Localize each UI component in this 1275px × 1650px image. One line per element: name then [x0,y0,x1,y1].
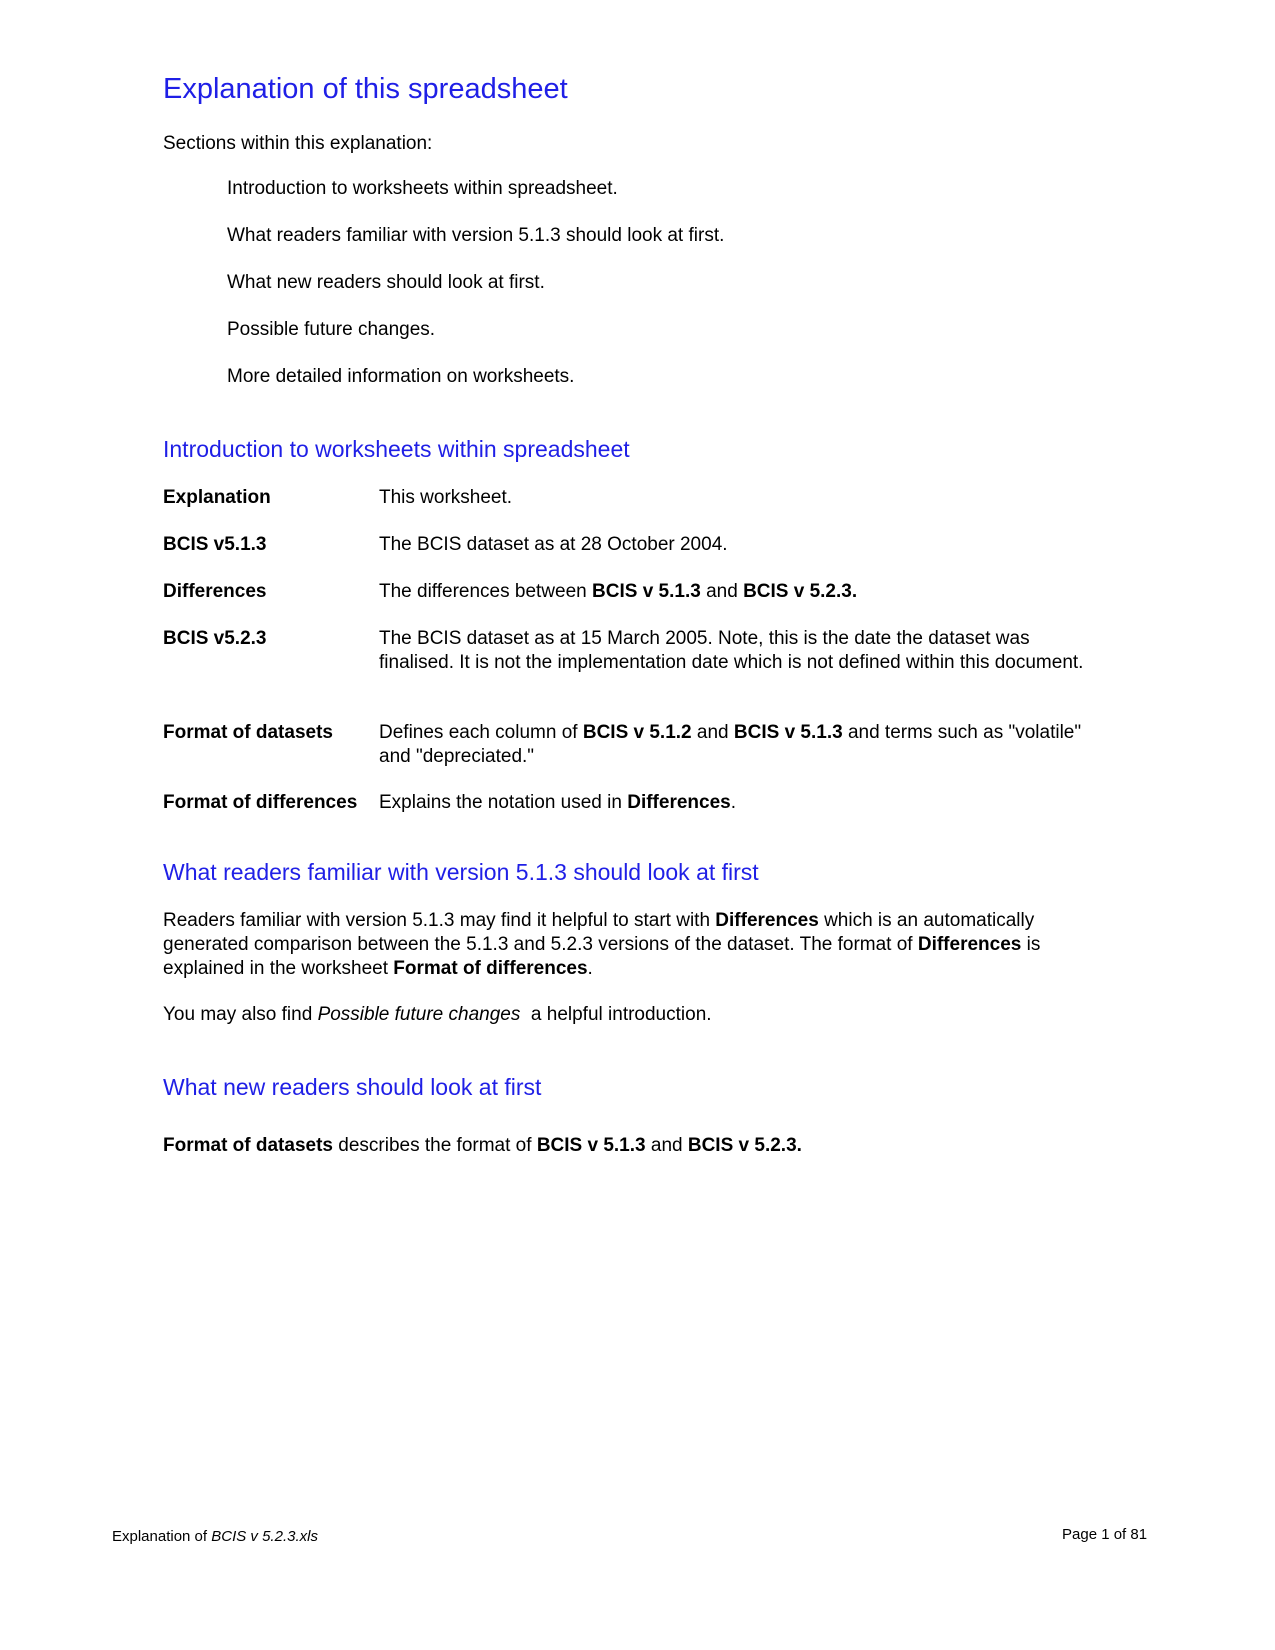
term-differences: Differences [163,581,267,602]
footer-page-number: Page 1 of 81 [1062,1526,1148,1543]
toc-item-intro: Introduction to worksheets within spreadsheet. [227,178,618,199]
term-format-of-datasets: Format of datasets [163,722,333,743]
sections-intro: Sections within this explanation: [163,133,433,154]
section-heading-new-readers: What new readers should look at first [163,1074,542,1100]
def-bcis-v523: The BCIS dataset as at 15 March 2005. Note, this is the date the dataset was finalised. It is not the implementation date which is not defined within this document. [379,628,1084,673]
def-format-of-differences: Explains the notation used in Differences. [379,792,737,813]
new-readers-paragraph: Format of datasets describes the format of BCIS v 5.1.3 and BCIS v 5.2.3. [163,1135,802,1156]
section-heading-intro: Introduction to worksheets within spreadsheet [163,436,630,462]
def-differences: The differences between BCIS v 5.1.3 and BCIS v 5.2.3. [379,581,858,602]
footer-filename: Explanation of BCIS v 5.2.3.xls [112,1528,318,1545]
def-explanation: This worksheet. [379,487,513,508]
term-explanation: Explanation [163,487,271,508]
familiar-paragraph-2: You may also find Possible future changes a helpful introduction. [163,1004,712,1025]
toc-item-new-readers: What new readers should look at first. [227,272,545,293]
term-bcis-v513: BCIS v5.1.3 [163,534,267,555]
def-format-of-datasets: Defines each column of BCIS v 5.1.2 and BCIS v 5.1.3 and terms such as "volatile" and "depreciated." [379,722,1082,767]
page-title: Explanation of this spreadsheet [163,73,568,105]
term-bcis-v523: BCIS v5.2.3 [163,628,267,649]
section-heading-familiar: What readers familiar with version 5.1.3 should look at first [163,859,759,885]
term-format-of-differences: Format of differences [163,792,358,813]
def-bcis-v513: The BCIS dataset as at 28 October 2004. [379,534,728,555]
toc-item-future-changes: Possible future changes. [227,319,436,340]
familiar-paragraph: Readers familiar with version 5.1.3 may find it helpful to start with Differences which is an automatically generated comparison between the 5.1.3 and 5.2.3 versions of the dataset. The format of Differences is explained in the worksheet Format of differences. [163,910,1041,979]
toc-item-familiar: What readers familiar with version 5.1.3 should look at first. [227,225,725,246]
toc-item-detailed-info: More detailed information on worksheets. [227,366,575,387]
